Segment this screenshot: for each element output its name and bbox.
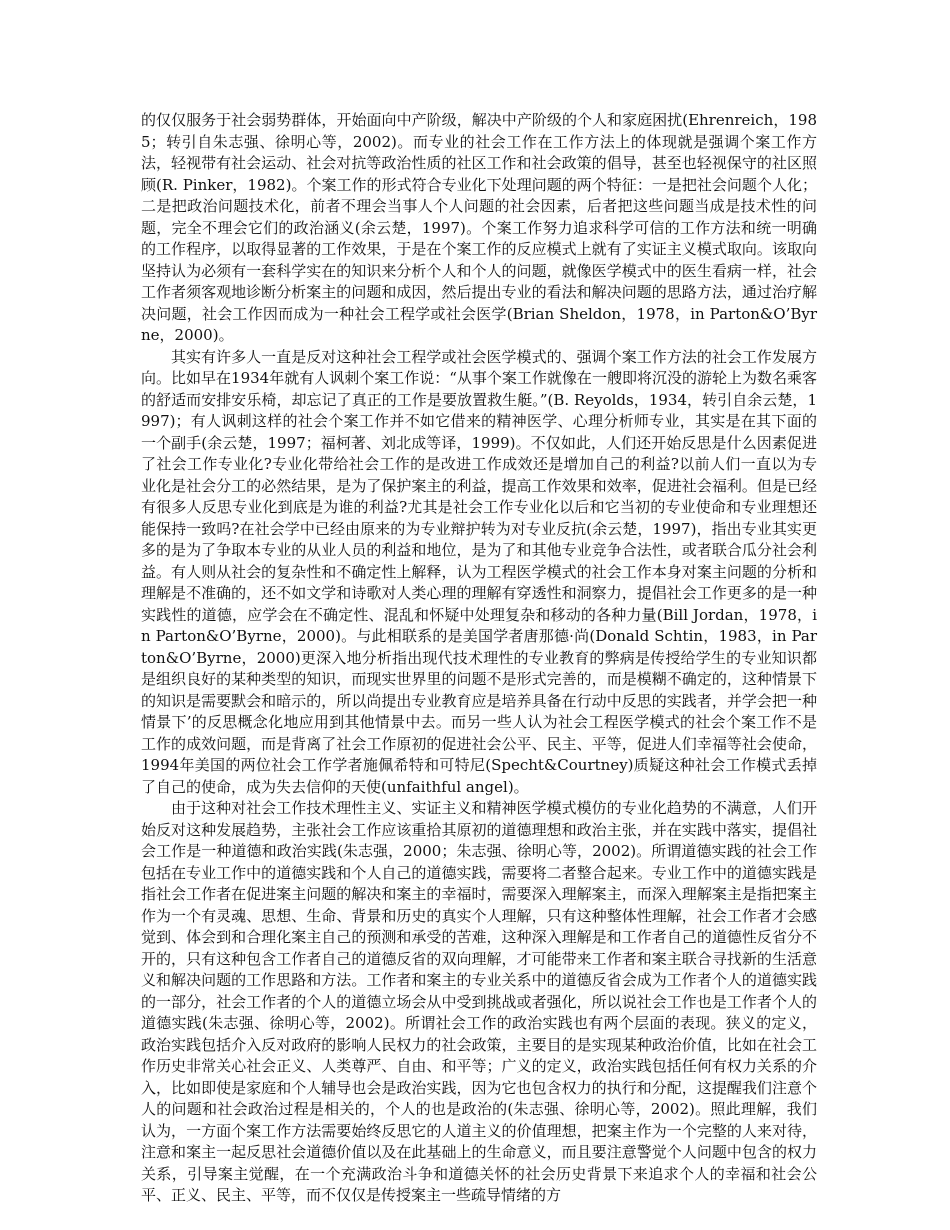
document-page (141, 110, 817, 1207)
paragraph-1: 的仅仅服务于社会弱势群体，开始面向中产阶级，解决中产阶级的个人和家庭困扰(Ehrenreich，1985；转引自朱志强、徐明心等，2002)。而专业的社会工作在工作方法上的体现就是强调个案工作方法，轻视带有社会运动、社会对抗等政治性质的社区工作和社会政策的倡导，甚至也轻视保守的社区照顾(R. Pinker，1982)。个案工作的形式符合专业化下处理问题的两个特征：一是把社会问题个人化；二是把政治问题技术化，前者不理会当事人个人问题的社会因素，后者把这些问题当成是技术性的问题，完全不理会它们的政治涵义(余云楚，1997)。个案工作努力追求科学可信的工作方法和统一明确的工作程序，以取得显著的工作效果，于是在个案工作的反应模式上就有了实证主义模式取向。该取向坚持认为必须有一套科学实在的知识来分析个人和个人的问题，就像医学模式中的医生看病一样，社会工作者须客观地诊断分析案主的问题和成因，然后提出专业的看法和解决问题的思路方法，通过治疗解决问题，社会工作因而成为一种社会工程学或社会医学(Brian Sheldon，1978，in Parton&O’Byrne，2000)。 (141, 111, 817, 344)
paragraph-3: 由于这种对社会工作技术理性主义、实证主义和精神医学模式模仿的专业化趋势的不满意，人们开始反对这种发展趋势，主张社会工作应该重拾其原初的道德理想和政治主张，并在实践中落实，提倡社会工作是一种道德和政治实践(朱志强，2000；朱志强、徐明心等，2002)。所谓道德实践的社会工作包括在专业工作中的道德实践和个人自己的道德实践，需要将二者整合起来。专业工作中的道德实践是指社会工作者在促进案主问题的解决和案主的幸福时，需要深入理解案主，而深入理解案主是指把案主作为一个有灵魂、思想、生命、背景和历史的真实个人理解，只有这种整体性理解，社会工作者才会感觉到、体会到和合理化案主自己的预测和承受的苦难，这种深入理解是和工作者自己的道德性反省分不开的，只有这种包含工作者自己的道德反省的双向理解，才可能带来工作者和案主联合寻找新的生活意义和解决问题的工作思路和方法。工作者和案主的专业关系中的道德反省会成为工作者个人的道德实践的一部分，社会工作者的个人的道德立场会从中受到挑战或者强化，所以说社会工作也是工作者个人的道德实践(朱志强、徐明心等，2002)。所谓社会工作的政治实践也有两个层面的表现。狭义的定义，政治实践包括介入反对政府的影响人民权力的社会政策，主要目的是实现某种政治价值，比如在社会工作历史非常关心社会正义、人类尊严、自由、和平等；广义的定义，政治实践包括任何有权力关系的介入，比如即使是家庭和个人辅导也会是政治实践，因为它也包含权力的执行和分配，这提醒我们注意个人的问题和社会政治过程是相关的，个人的也是政治的(朱志强、徐明心等，2002)。照此理解，我们认为，一方面个案工作方法需要始终反思它的人道主义的价值理想，把案主作为一个完整的人来对待，注意和案主一起反思社会道德价值以及在此基础上的生命意义，而且要注意警觉个人问题中包含的权力关系，引导案主觉醒，在一个充满政治斗争和道德关怀的社会历史背景下来追求个人的幸福和社会公平、正义、民主、平等，而不仅仅是传授案主一些疏导情绪的方 (141, 799, 817, 1204)
paragraph-2: 其实有许多人一直是反对这种社会工程学或社会医学模式的、强调个案工作方法的社会工作发展方向。比如早在1934年就有人讽刺个案工作说：“从事个案工作就像在一艘即将沉没的游轮上为数名乘客的舒适而安排安乐椅，却忘记了真正的工作是要放置救生艇。”(B. Reyolds，1934，转引自余云楚，1997)；有人讽刺这样的社会个案工作并不如它借来的精神医学、心理分析师专业，其实是在其下面的一个副手(余云楚，1997；福柯著、刘北成等译，1999)。不仅如此，人们还开始反思是什么因素促进了社会工作专业化?专业化带给社会工作的是改进工作成效还是增加自己的利益?以前人们一直以为专业化是社会分工的必然结果，是为了保护案主的利益，提高工作效果和效率，促进社会福利。但是已经有很多人反思专业化到底是为谁的利益?尤其是社会工作专业化以后和它当初的专业使命和专业理想还能保持一致吗?在社会学中已经由原来的为专业辩护转为对专业反抗(余云楚，1997)，指出专业其实更多的是为了争取本专业的从业人员的利益和地位，是为了和其他专业竞争合法性，或者联合瓜分社会利益。有人则从社会的复杂性和不确定性上解释，认为工程医学模式的社会工作本身对案主问题的分析和理解是不准确的，还不如文学和诗歌对人类心理的理解有穿透性和洞察力，提倡社会工作更多的是一种实践性的道德，应学会在不确定性、混乱和怀疑中处理复杂和移动的各种力量(Bill Jordan，1978，in Parton&O’Byrne，2000)。与此相联系的是美国学者唐那德·尚(Donald Schtin，1983，in Parton&O’Byrne，2000)更深入地分析指出现代技术理性的专业教育的弊病是传授给学生的专业知识都是组织良好的某种类型的知识，而现实世界里的问题不是形式完善的，而是模糊不确定的，这种情景下的知识是需要默会和暗示的，所以尚提出专业教育应是培养具备在行动中反思的实践者，并学会把一种情景下’的反思概念化地应用到其他情景中去。而另一些人认为社会工程医学模式的社会个案工作不是工作的成效问题，而是背离了社会工作原初的促进社会公平、民主、平等，促进人们幸福等社会使命，1994年美国的两位社会工作学者施佩希特和可特尼(Specht&Courtney)质疑这种社会工作模式丢掉了自己的使命，成为失去信仰的天使(unfaithful angel)。 (141, 347, 817, 796)
